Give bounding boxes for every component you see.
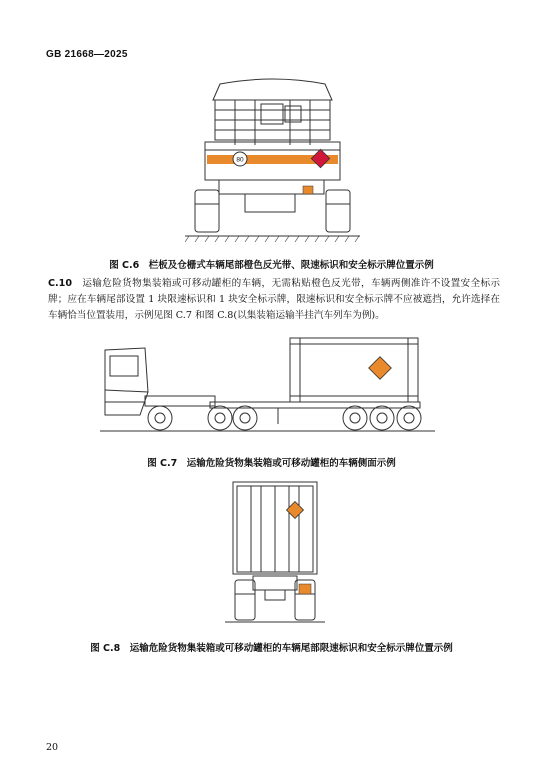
clause-c10: [48, 276, 500, 324]
speed-limit-value: 80: [236, 156, 244, 164]
orange-plate: [303, 186, 313, 194]
figure-c7-truck-side: [100, 330, 435, 442]
page-number: 20: [46, 742, 59, 753]
clause-text: 运输危险货物集装箱或可移动罐柜的车辆，无需粘贴橙色反光带，车辆两侧准许不设置安全标示牌；应在车辆尾部设置 1 块限速标识和 1 块安全标示牌，限速标识和安全标示牌不应被遮挡，允许选择在车辆恰当位置装用，示例见图 C.7 和图 C.8(以集装箱运输半挂汽车列车为例)。: [48, 278, 501, 321]
figure-c6-truck-rear: [185, 70, 360, 245]
figure-c6-caption: 图 C.6 栏板及仓栅式车辆尾部橙色反光带、限速标识和安全标示牌位置示例: [109, 260, 434, 271]
standard-code-header: GB 21668—2025: [46, 49, 128, 60]
figure-c8-truck-rear: [225, 476, 325, 626]
clause-number: C.10: [48, 278, 73, 289]
orange-plate: [299, 584, 311, 594]
figure-c8-caption: 图 C.8 运输危险货物集装箱或可移动罐柜的车辆尾部限速标识和安全标示牌位置示例: [90, 643, 453, 654]
hazard-sign: [311, 149, 329, 167]
figure-c7-caption: 图 C.7 运输危险货物集装箱或可移动罐柜的车辆侧面示例: [147, 458, 396, 469]
hazard-sign: [369, 357, 392, 380]
